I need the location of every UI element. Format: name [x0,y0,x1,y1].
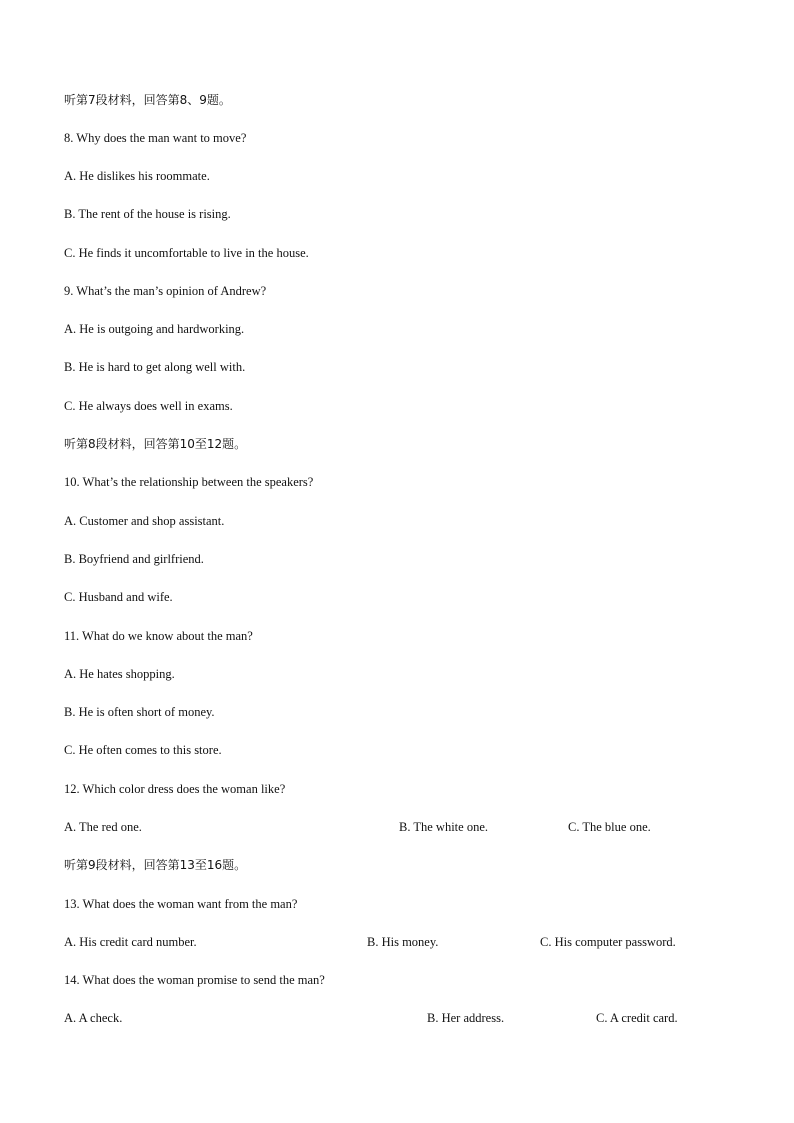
question-12-option-b: B. The white one. [399,820,488,834]
question-14-option-b: B. Her address. [427,1011,505,1025]
question-13-option-a: A. His credit card number. [64,935,197,949]
question-10-stem: 10. What’s the relationship between the speakers? [64,475,314,489]
question-13-option-b: B. His money. [367,935,439,949]
question-14-option-c: C. A credit card. [596,1011,678,1025]
question-8-option-a: A. He dislikes his roommate. [64,169,210,183]
question-12-options [64,819,704,835]
question-9-stem: 9. What’s the man’s opinion of Andrew? [64,284,267,298]
question-14-options [64,1010,724,1026]
question-11-stem: 11. What do we know about the man? [64,629,253,643]
question-13-options [64,934,724,950]
question-13-option-c: C. His computer password. [540,935,676,949]
question-8-stem: 8. Why does the man want to move? [64,131,247,145]
question-12-stem: 12. Which color dress does the woman like? [64,782,286,796]
section-heading-9: 听第9段材料，回答第13至16题。 [64,858,247,872]
question-12-option-c: C. The blue one. [568,820,651,834]
question-8-option-b: B. The rent of the house is rising. [64,207,231,221]
question-9-option-a: A. He is outgoing and hardworking. [64,322,245,336]
question-11-option-b: B. He is often short of money. [64,705,215,719]
question-11-option-c: C. He often comes to this store. [64,743,222,757]
question-8-option-c: C. He finds it uncomfortable to live in the house. [64,246,309,260]
question-14-stem: 14. What does the woman promise to send the man? [64,973,325,987]
question-10-option-a: A. Customer and shop assistant. [64,514,225,528]
question-10-option-c: C. Husband and wife. [64,590,173,604]
question-9-option-b: B. He is hard to get along well with. [64,360,246,374]
question-9-option-c: C. He always does well in exams. [64,399,233,413]
section-heading-7: 听第7段材料，回答第8、9题。 [64,93,231,107]
question-12-option-a: A. The red one. [64,820,142,834]
question-11-option-a: A. He hates shopping. [64,667,175,681]
question-10-option-b: B. Boyfriend and girlfriend. [64,552,204,566]
question-13-stem: 13. What does the woman want from the man? [64,897,298,911]
question-14-option-a: A. A check. [64,1011,123,1025]
section-heading-8: 听第8段材料，回答第10至12题。 [64,437,247,451]
